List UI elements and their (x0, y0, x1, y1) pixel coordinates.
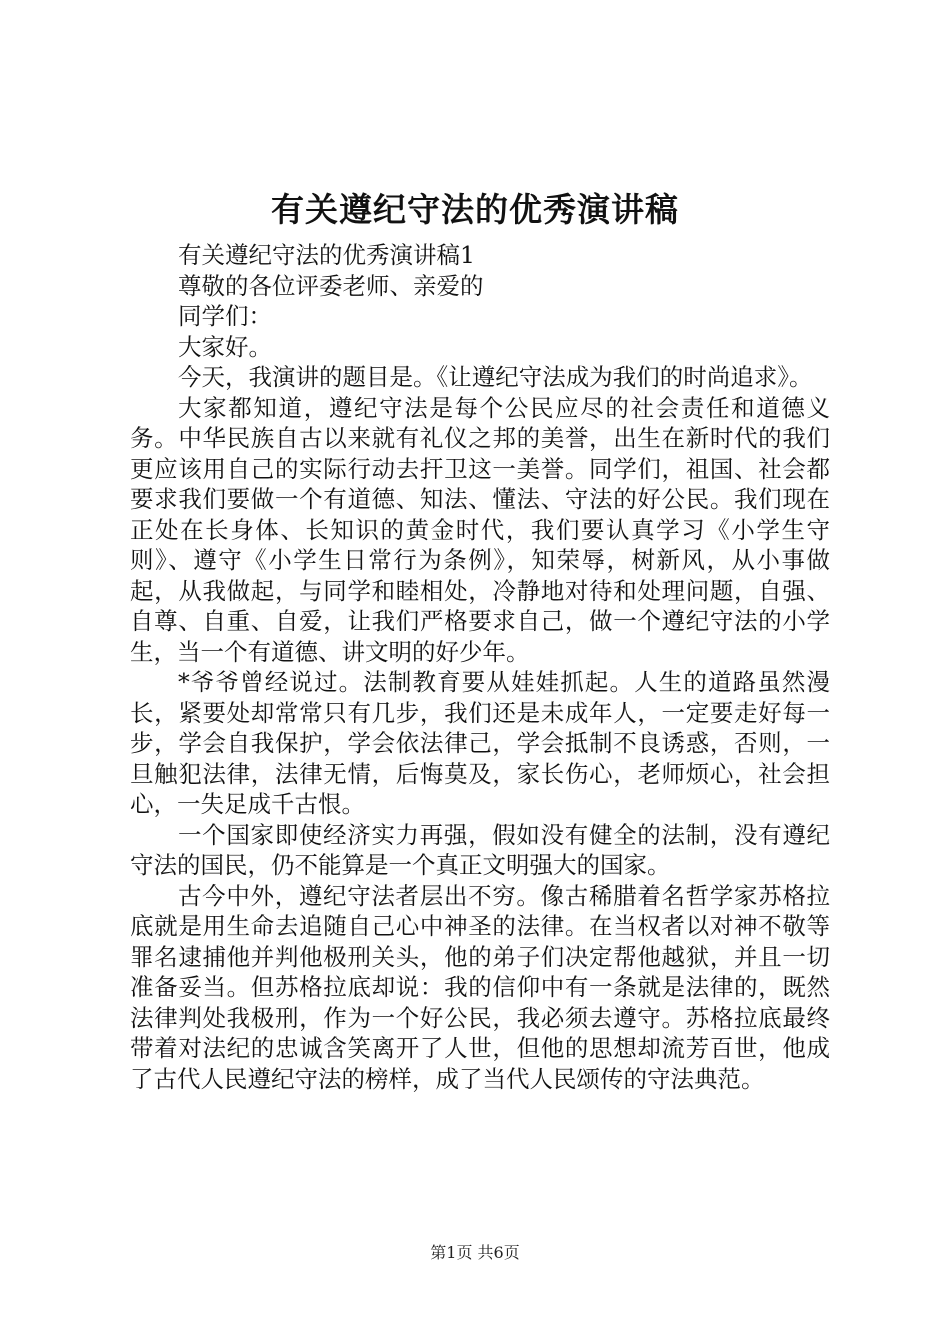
document-body (130, 240, 830, 1094)
page-number-footer: 第1页 共6页 (430, 1243, 520, 1262)
document-title: 有关遵纪守法的优秀演讲稿 (271, 190, 679, 229)
paragraph-body-3: 一个国家即使经济实力再强，假如没有健全的法制，没有遵纪守法的国民，仍不能算是一个真正文明强大的国家。 (130, 820, 830, 879)
paragraph-topic: 今天，我演讲的题目是。《让遵纪守法成为我们的时尚追求》。 (178, 363, 813, 391)
paragraph-body-4: 古今中外，遵纪守法者层出不穷。像古稀腊着名哲学家苏格拉底就是用生命去追随自己心中神圣的法律。在当权者以对神不敬等罪名逮捕他并判他极刑关头，他的弟子们决定帮他越狱，并且一切准备妥当。但苏格拉底却说：我的信仰中有一条就是法律的，既然法律判处我极刑，作为一个好公民，我必须去遵守。苏格拉底最终带着对法纪的忠诚含笑离开了人世，但他的思想却流芳百世，他成了古代人民遵纪守法的榜样，成了当代人民颂传的守法典范。 (130, 881, 830, 1093)
paragraph-body-1: 大家都知道，遵纪守法是每个公民应尽的社会责任和道德义务。中华民族自古以来就有礼仪之邦的美誉，出生在新时代的我们更应该用自己的实际行动去扞卫这一美誉。同学们，祖国、社会都要求我们要做一个有道德、知法、懂法、守法的好公民。我们现在正处在长身体、长知识的黄金时代，我们要认真学习《小学生守则》、遵守《小学生日常行为条例》，知荣辱，树新风，从小事做起，从我做起，与同学和睦相处，冷静地对待和处理问题，自强、自尊、自重、自爱，让我们严格要求自己，做一个遵纪守法的小学生，当一个有道德、讲文明的好少年。 (130, 393, 830, 666)
paragraph-salutation: 尊敬的各位评委老师、亲爱的 (178, 271, 484, 300)
paragraph-heading-1: 有关遵纪守法的优秀演讲稿1 (178, 241, 475, 269)
paragraph-salutation-cont: 同学们： (178, 302, 272, 330)
paragraph-greeting: 大家好。 (178, 332, 272, 361)
paragraph-body-2: *爷爷曾经说过。法制教育要从娃娃抓起。人生的道路虽然漫长，紧要处却常常只有几步，我们还是未成年人，一定要走好每一步，学会自我保护，学会依法律己，学会抵制不良诱惑，否则，一旦触犯法律，法律无情，后悔莫及，家长伤心，老师烦心，社会担心，一失足成千古恨。 (130, 668, 830, 818)
